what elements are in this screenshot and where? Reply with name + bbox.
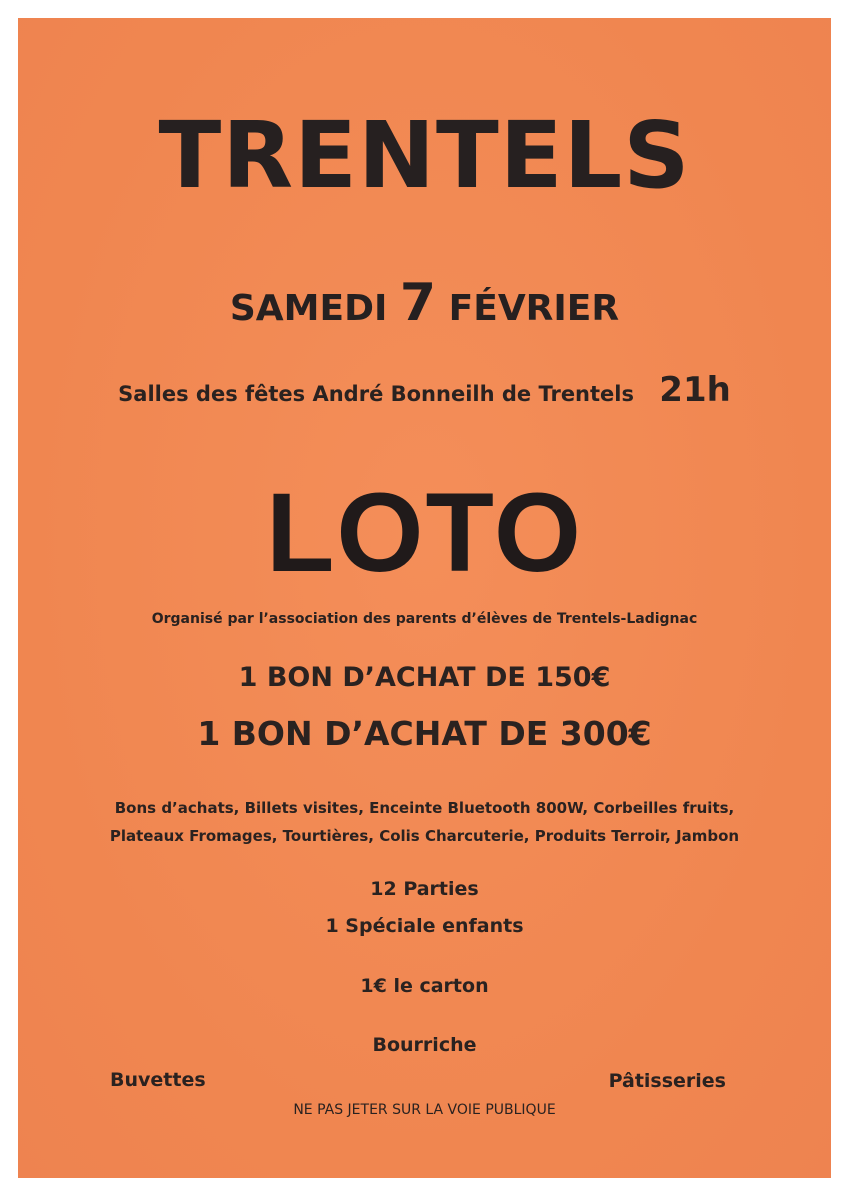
litter-notice: NE PAS JETER SUR LA VOIE PUBLIQUE: [293, 1102, 556, 1118]
organiser-text: Organisé par l’association des parents d’élèves de Trentels-Ladignac: [151, 611, 698, 627]
prizes-list: [18, 794, 831, 850]
prizes-list-line-1: Bons d’achats, Billets visites, Enceinte Bluetooth 800W, Corbeilles fruits,: [114, 799, 735, 817]
town-title: TRENTELS: [158, 102, 691, 209]
date-weekday: SAMEDI: [229, 288, 388, 329]
venue-line: [18, 370, 831, 410]
date-day: 7: [399, 273, 437, 333]
event-time: 21h: [659, 370, 731, 410]
pastries-label: Pâtisseries: [608, 1070, 726, 1092]
bourriche-label: Bourriche: [372, 1034, 477, 1056]
event-poster: [18, 18, 831, 1178]
prize-150: 1 BON D’ACHAT DE 150€: [238, 662, 611, 693]
venue-name: Salles des fêtes André Bonneilh de Trentels: [118, 382, 634, 406]
games-count: 12 Parties: [370, 878, 479, 900]
event-date: [18, 273, 831, 333]
date-month: FÉVRIER: [448, 288, 620, 329]
prizes-list-line-2: Plateaux Fromages, Tourtières, Colis Charcuterie, Produits Terroir, Jambon: [109, 827, 740, 845]
prize-300: 1 BON D’ACHAT DE 300€: [197, 714, 652, 753]
event-name: LOTO: [265, 470, 584, 595]
special-game: 1 Spéciale enfants: [325, 915, 524, 937]
bar-label: Buvettes: [110, 1069, 206, 1091]
card-price: 1€ le carton: [360, 975, 489, 997]
